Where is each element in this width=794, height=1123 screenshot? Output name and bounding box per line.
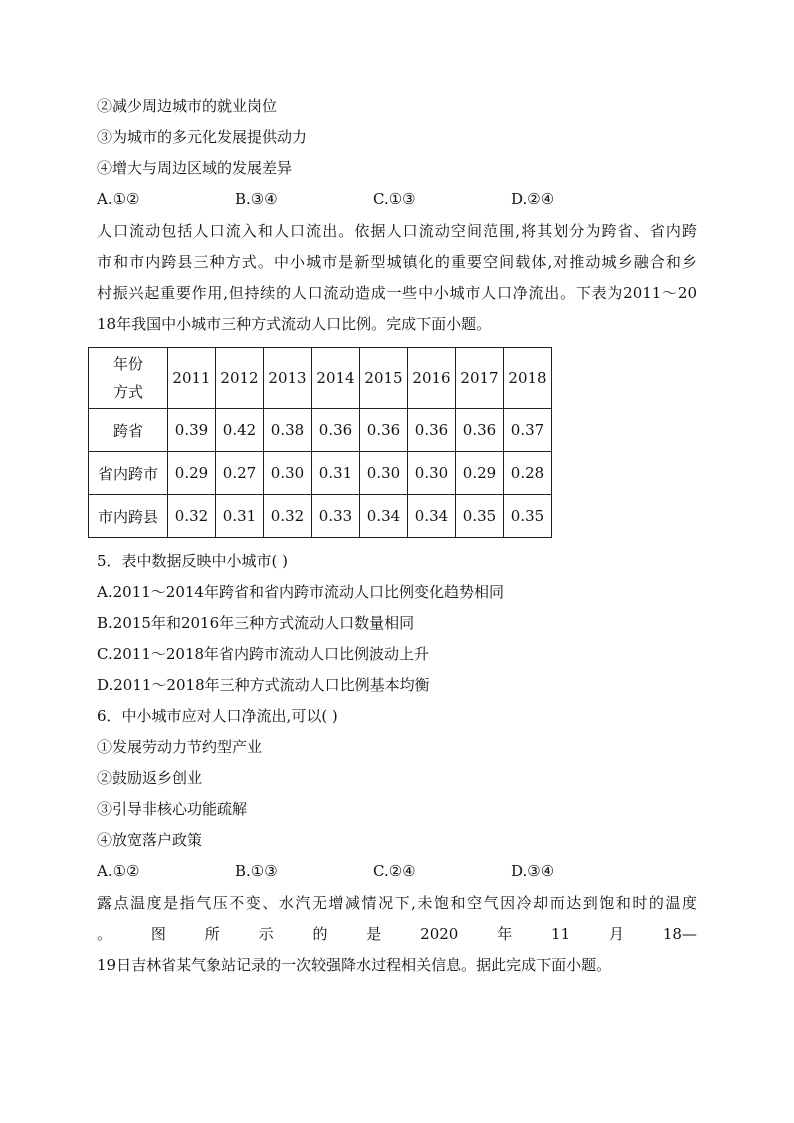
year-header: 2016 [408, 348, 456, 409]
table-corner-cell [89, 348, 168, 409]
table-cell: 0.42 [216, 409, 264, 452]
passage2-token: 所 [204, 925, 220, 943]
passage2-token: 。 [97, 925, 113, 943]
table-cell: 0.35 [456, 495, 504, 538]
prev-choice-b: B.③④ [235, 190, 278, 208]
row-label: 省内跨市 [89, 452, 168, 495]
table-cell: 0.29 [168, 452, 216, 495]
table-cell: 0.30 [360, 452, 408, 495]
table-cell: 0.36 [360, 409, 408, 452]
passage2-token: 月 [608, 925, 624, 943]
year-header: 2014 [312, 348, 360, 409]
q6-item-1: ①发展劳动力节约型产业 [97, 738, 263, 756]
row-label: 市内跨县 [89, 495, 168, 538]
table-cell: 0.29 [456, 452, 504, 495]
table-cell: 0.31 [216, 495, 264, 538]
q6-item-2: ②鼓励返乡创业 [97, 769, 203, 787]
table-cell: 0.37 [504, 409, 552, 452]
table-cell: 0.28 [504, 452, 552, 495]
prev-choice-a: A.①② [97, 190, 140, 208]
q6-choice-d: D.③④ [511, 862, 555, 880]
passage-population-flow [97, 216, 697, 340]
table-cell: 0.32 [264, 495, 312, 538]
q5-stem: 5．表中数据反映中小城市( ) [97, 552, 289, 570]
table-cell: 0.36 [312, 409, 360, 452]
table-cell: 0.39 [168, 409, 216, 452]
table-cell: 0.38 [264, 409, 312, 452]
q6-choice-b: B.①③ [235, 862, 278, 880]
passage-dew-point [97, 888, 697, 981]
q5-option-a: A.2011～2014年跨省和省内跨市流动人口比例变化趋势相同 [97, 583, 504, 601]
table-cell: 0.33 [312, 495, 360, 538]
passage1-line-4: 18年我国中小城市三种方式流动人口比例。完成下面小题。 [97, 315, 492, 333]
table-cell: 0.35 [504, 495, 552, 538]
population-flow-table [88, 347, 552, 538]
table-cell: 0.27 [216, 452, 264, 495]
table-cell: 0.34 [360, 495, 408, 538]
corner-year-label: 年份 [112, 355, 143, 373]
q6-item-4: ④放宽落户政策 [97, 831, 203, 849]
passage2-token: 18— [662, 925, 697, 943]
passage2-token: 11 [551, 925, 571, 943]
q5-option-c: C.2011～2018年省内跨市流动人口比例波动上升 [97, 645, 430, 663]
passage2-line-3: 19日吉林省某气象站记录的一次较强降水过程相关信息。据此完成下面小题。 [97, 956, 612, 974]
table-cell: 0.30 [408, 452, 456, 495]
q6-choice-c: C.②④ [373, 862, 416, 880]
year-header: 2017 [456, 348, 504, 409]
prev-choice-c: C.①③ [373, 190, 416, 208]
passage2-token: 是 [366, 925, 382, 943]
passage2-token: 2020 [420, 925, 459, 943]
passage2-line-1: 露点温度是指气压不变、水汽无增减情况下,未饱和空气因冷却而达到饱和时的温度 [97, 894, 697, 912]
prev-item-3: ③为城市的多元化发展提供动力 [97, 128, 308, 146]
table-row [89, 409, 552, 452]
table-cell: 0.36 [408, 409, 456, 452]
table-row [89, 495, 552, 538]
table-cell: 0.30 [264, 452, 312, 495]
q6-choice-a: A.①② [97, 862, 140, 880]
passage2-line-2 [97, 919, 697, 950]
table-cell: 0.31 [312, 452, 360, 495]
prev-item-2: ②减少周边城市的就业岗位 [97, 97, 278, 115]
corner-mode-label: 方式 [112, 383, 143, 401]
table-header-row [89, 348, 552, 409]
passage2-token: 年 [497, 925, 513, 943]
row-label: 跨省 [89, 409, 168, 452]
passage2-token: 的 [312, 925, 328, 943]
passage1-line-2: 市和市内跨县三种方式。中小城市是新型城镇化的重要空间载体,对推动城乡融合和乡 [97, 253, 697, 271]
prev-item-4: ④增大与周边区域的发展差异 [97, 159, 293, 177]
q6-stem: 6．中小城市应对人口净流出,可以( ) [97, 707, 338, 725]
q5-option-d: D.2011～2018年三种方式流动人口比例基本均衡 [97, 676, 430, 694]
q5-option-b: B.2015年和2016年三种方式流动人口数量相同 [97, 614, 415, 632]
table-cell: 0.32 [168, 495, 216, 538]
year-header: 2012 [216, 348, 264, 409]
passage1-line-1: 人口流动包括人口流入和人口流出。依据人口流动空间范围,将其划分为跨省、省内跨 [97, 222, 697, 240]
q6-item-3: ③引导非核心功能疏解 [97, 800, 248, 818]
year-header: 2011 [168, 348, 216, 409]
prev-choice-d: D.②④ [511, 190, 555, 208]
table-cell: 0.36 [456, 409, 504, 452]
year-header: 2013 [264, 348, 312, 409]
passage2-token: 图 [150, 925, 166, 943]
passage1-line-3: 村振兴起重要作用,但持续的人口流动造成一些中小城市人口净流出。下表为2011～20 [97, 284, 697, 302]
passage2-token: 示 [258, 925, 274, 943]
year-header: 2018 [504, 348, 552, 409]
year-header: 2015 [360, 348, 408, 409]
table-cell: 0.34 [408, 495, 456, 538]
table-row [89, 452, 552, 495]
